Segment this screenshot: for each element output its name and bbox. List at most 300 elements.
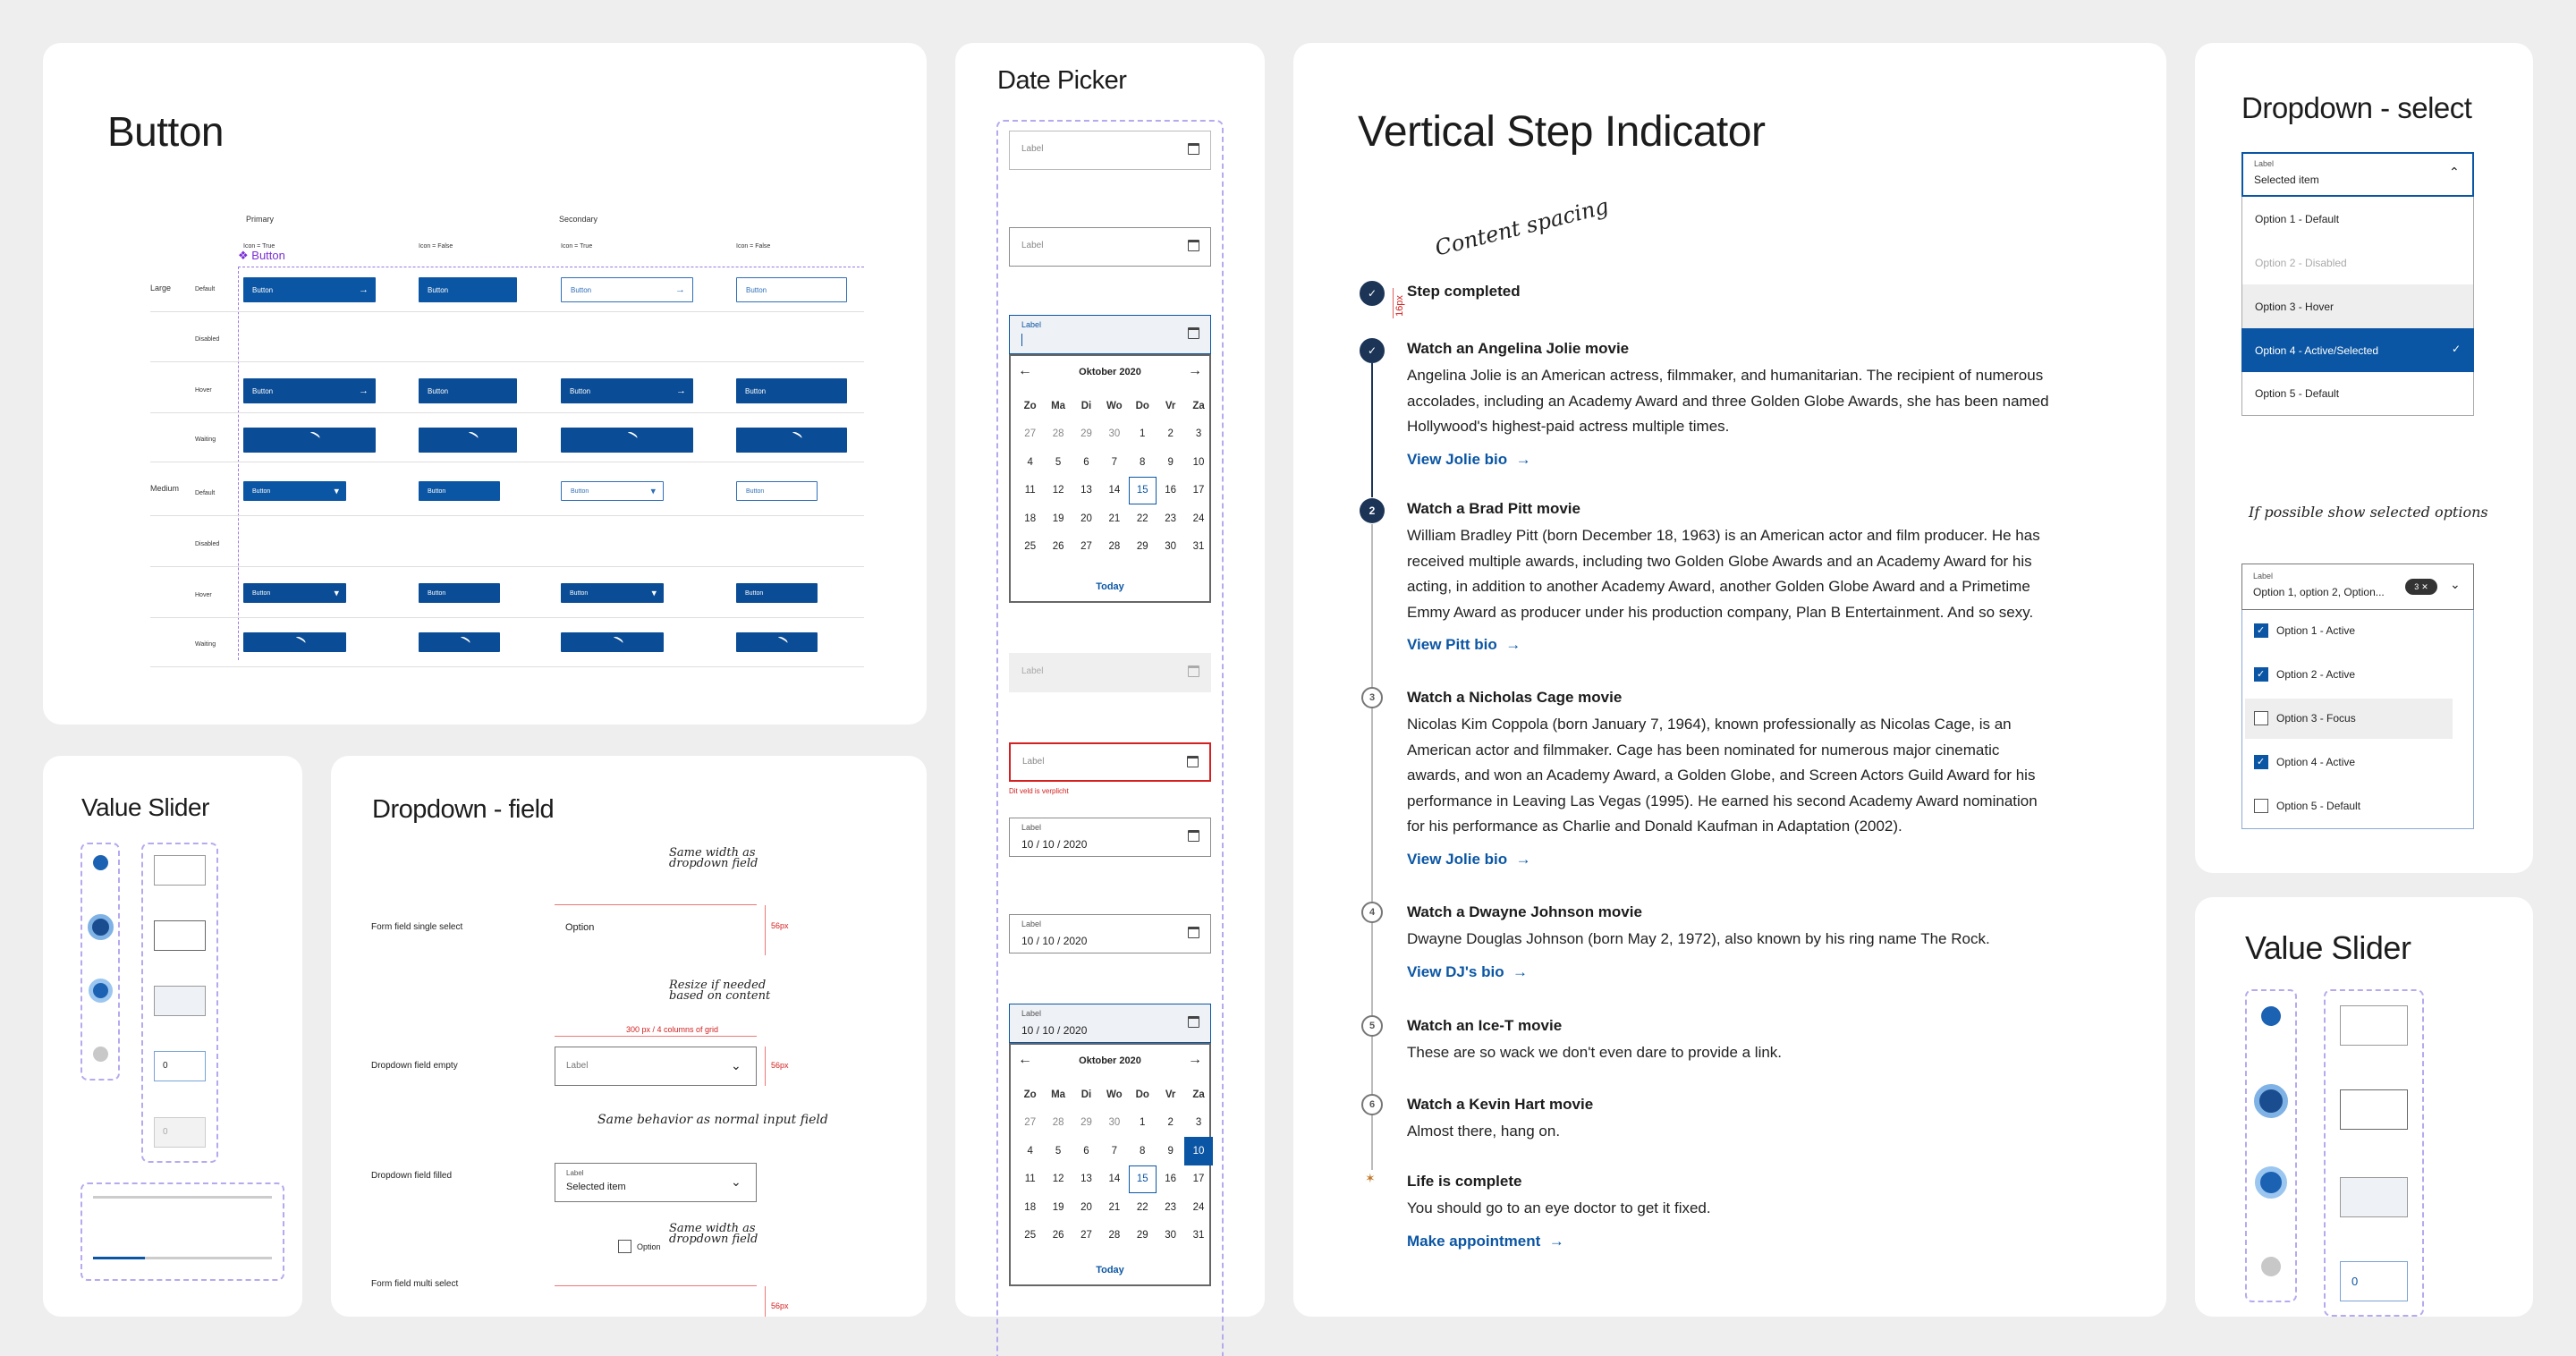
row-label-filled: Dropdown field filled <box>371 1171 453 1181</box>
calendar-day[interactable]: 11 <box>1024 485 1036 496</box>
date-field-value: 10 / 10 / 2020 <box>1021 1024 1088 1037</box>
multi-select-label: Label <box>2253 572 2274 581</box>
button-default[interactable] <box>561 277 693 302</box>
calendar-day[interactable]: 2 <box>1167 428 1174 440</box>
slider-input-disabled <box>154 1117 206 1148</box>
annotation-same-width-1: Same width as dropdown field <box>669 846 758 870</box>
dropdown-select-title: Dropdown - select <box>2241 91 2472 124</box>
calendar-day[interactable]: 5 <box>1055 1145 1062 1157</box>
step-marker: 5 <box>1361 1015 1383 1037</box>
calendar-day[interactable]: 8 <box>1140 1145 1146 1157</box>
date-field[interactable] <box>1009 1004 1211 1043</box>
date-field-label: Label <box>1021 144 1044 154</box>
step-heading: Watch an Ice-T movie <box>1407 1017 1563 1034</box>
arrow-right-icon: → <box>1507 450 1531 468</box>
button-label: Button <box>428 285 449 294</box>
calendar-day[interactable]: 5 <box>1055 456 1062 468</box>
height-guide-2 <box>765 1047 766 1086</box>
calendar-day[interactable]: 23 <box>1165 1201 1177 1213</box>
single-select-option[interactable]: Option <box>565 922 595 933</box>
step-link[interactable]: View DJ's bio → <box>1407 962 1529 980</box>
slider-input-filled-large[interactable] <box>2340 1261 2408 1301</box>
annotation-same-width-2: Same width as dropdown field <box>669 1222 758 1246</box>
date-field-label: Label <box>1021 1009 1042 1018</box>
check-icon: ✓ <box>2451 343 2461 355</box>
date-field[interactable] <box>1009 315 1211 354</box>
row-divider <box>150 566 864 567</box>
button-waiting <box>736 632 818 652</box>
arrow-left-icon[interactable]: ← <box>1018 1052 1032 1067</box>
row-divider <box>150 361 864 362</box>
step-indicator-title: Vertical Step Indicator <box>1358 108 1766 156</box>
button-hover[interactable] <box>736 583 818 603</box>
option-checkbox[interactable] <box>2254 711 2268 725</box>
step-body-line: Angelina Jolie is an American actress, filmmaker, and humanitarian. The recipient of numerous <box>1407 367 2044 384</box>
col-header-primary: Primary <box>246 215 274 224</box>
spacing-guide <box>1393 288 1394 318</box>
annotation-same-behavior: Same behavior as normal input field <box>597 1113 828 1127</box>
party-icon: ✶ <box>1365 1171 1376 1185</box>
grid-tag: 300 px / 4 columns of grid <box>626 1025 719 1034</box>
check-icon: ✓ <box>1360 338 1385 363</box>
button-waiting <box>561 428 693 453</box>
slider-input-value: 0 <box>163 1061 168 1071</box>
value-slider-title-large: Value Slider <box>2245 929 2411 966</box>
selection-guide-v <box>238 267 239 660</box>
chevron-down-icon: ⌄ <box>731 1174 741 1189</box>
dropdown-filled-value: Selected item <box>566 1182 626 1192</box>
calendar-day[interactable]: 27 <box>1024 428 1037 440</box>
calendar-day[interactable]: 30 <box>1108 428 1121 440</box>
weekday-header: Wo <box>1106 1089 1123 1100</box>
calendar-day[interactable]: 11 <box>1024 1174 1036 1185</box>
weekday-header: Zo <box>1023 400 1037 411</box>
calendar-icon[interactable] <box>1188 327 1199 339</box>
height-tag-2: 56px <box>771 1061 789 1070</box>
step-body-line: Almost there, hang on. <box>1407 1123 1561 1140</box>
step-heading: Watch a Dwayne Johnson movie <box>1407 903 1642 920</box>
calendar-popup <box>1009 1043 1211 1286</box>
calendar-day[interactable]: 3 <box>1195 428 1202 440</box>
calendar-day[interactable]: 19 <box>1052 1201 1064 1213</box>
button-label: Button <box>428 487 446 495</box>
button-default[interactable] <box>561 481 664 501</box>
calendar-day[interactable]: 18 <box>1024 1201 1037 1213</box>
arrow-left-icon[interactable]: ← <box>1018 363 1032 378</box>
button-waiting <box>561 632 664 652</box>
calendar-month: Oktober 2020 <box>1079 1055 1141 1066</box>
calendar-day[interactable]: 7 <box>1111 456 1118 468</box>
calendar-day[interactable]: 12 <box>1052 485 1064 496</box>
size-label-medium: Medium <box>150 484 180 493</box>
weekday-header: Vr <box>1165 1089 1176 1100</box>
calendar-day[interactable]: 18 <box>1024 513 1037 524</box>
calendar-day[interactable]: 28 <box>1052 1117 1064 1129</box>
step-body-line: acting, in addition to another Academy Award, another Golden Globe Award and a Primetime <box>1407 578 2030 595</box>
button-label: Button <box>571 487 589 495</box>
width-guide-2 <box>555 1036 757 1037</box>
calendar-day[interactable]: 22 <box>1136 513 1148 524</box>
calendar-day[interactable]: 3 <box>1195 1117 1202 1129</box>
button-waiting <box>419 428 517 453</box>
calendar-day[interactable]: 17 <box>1192 485 1205 496</box>
slider-input-disabled-value: 0 <box>163 1127 168 1137</box>
calendar-day[interactable]: 21 <box>1108 513 1121 524</box>
calendar-day[interactable]: 20 <box>1080 1201 1092 1213</box>
multi-option-label: Option 2 - Active <box>2276 668 2356 681</box>
slider-handle-default[interactable] <box>93 855 108 870</box>
button-label: Button <box>428 386 449 395</box>
calendar-day[interactable]: 20 <box>1080 513 1092 524</box>
step-heading: Life is complete <box>1407 1173 1522 1190</box>
calendar-day[interactable]: 1 <box>1140 428 1146 440</box>
row-divider <box>150 412 864 413</box>
step-body-line: Hollywood's highest-paid actress multiple times. <box>1407 418 1730 435</box>
calendar-day[interactable]: 12 <box>1052 1174 1064 1185</box>
slider-handle-disabled-large <box>2261 1257 2281 1276</box>
button-hover[interactable] <box>243 583 346 603</box>
slider-handle-focus-large[interactable] <box>2255 1166 2287 1199</box>
arrow-right-icon: → <box>1496 636 1521 653</box>
height-tag-3: 56px <box>771 1301 789 1310</box>
multi-option-label: Option 1 - Active <box>2276 624 2356 637</box>
select-option[interactable]: Option 1 - Default <box>2241 197 2474 241</box>
arrow-right-icon: → <box>675 284 685 295</box>
close-icon: ✕ <box>2421 581 2428 591</box>
dropdown-filled[interactable] <box>555 1163 757 1202</box>
step-body-line: accolades, including an Academy Award and three Golden Globe Awards, she has been named <box>1407 392 2049 410</box>
dropdown-empty-label: Label <box>566 1061 589 1071</box>
arrow-right-icon: → <box>1504 962 1529 980</box>
calendar-day[interactable]: 17 <box>1192 1174 1205 1185</box>
col-sub-header: Icon = False <box>419 243 453 250</box>
annotation-content-spacing: Content spacing <box>1432 193 1612 261</box>
button-default[interactable] <box>419 481 500 501</box>
calendar-day[interactable]: 27 <box>1024 1117 1037 1129</box>
button-hover[interactable] <box>736 378 847 403</box>
calendar-day[interactable]: 14 <box>1108 485 1121 496</box>
button-label: Button <box>570 589 589 597</box>
step-marker: 2 <box>1360 498 1385 523</box>
date-field-label: Label <box>1021 241 1044 250</box>
calendar-day[interactable]: 30 <box>1108 1117 1121 1129</box>
col-sub-header: Icon = False <box>736 243 771 250</box>
chevron-down-icon: ▾ <box>334 588 339 599</box>
step-heading: Watch a Kevin Hart movie <box>1407 1096 1594 1113</box>
dropdown-filled-label: Label <box>566 1169 584 1177</box>
date-field[interactable] <box>1009 818 1211 857</box>
spinner-icon <box>776 635 788 645</box>
arrow-right-icon[interactable]: → <box>1188 1052 1202 1067</box>
dropdown-empty[interactable] <box>555 1047 757 1086</box>
select-option[interactable]: Option 4 - Active/Selected ✓ <box>2241 328 2474 372</box>
slider-track-empty[interactable] <box>93 1196 272 1199</box>
state-label: Hover <box>195 387 212 394</box>
size-label-large: Large <box>150 284 172 292</box>
value-slider-title-small: Value Slider <box>81 793 209 821</box>
calendar-day[interactable]: 30 <box>1165 1230 1177 1242</box>
multi-checkbox[interactable] <box>618 1240 631 1253</box>
calendar-day[interactable]: 13 <box>1080 1174 1092 1185</box>
calendar-day[interactable]: 25 <box>1024 1230 1037 1242</box>
button-default[interactable] <box>736 481 818 501</box>
multi-select-field[interactable] <box>2241 564 2474 610</box>
calendar-day[interactable]: 1 <box>1140 1117 1146 1129</box>
row-divider <box>150 666 864 667</box>
spinner-icon <box>294 635 306 645</box>
step-link[interactable]: View Jolie bio → <box>1407 850 1531 868</box>
dropdown-field-title: Dropdown - field <box>372 795 555 824</box>
calendar-day[interactable]: 31 <box>1192 1230 1205 1242</box>
today-button[interactable]: Today <box>1096 581 1124 592</box>
slider-input-filled[interactable] <box>154 1051 206 1081</box>
calendar-day[interactable]: 23 <box>1165 513 1177 524</box>
date-field-label: Label <box>1021 320 1042 329</box>
weekday-header: Do <box>1135 400 1149 411</box>
step-marker: 6 <box>1361 1094 1383 1115</box>
calendar-day[interactable]: 15 <box>1129 1165 1157 1194</box>
button-default[interactable] <box>243 277 376 302</box>
weekday-header: Di <box>1080 400 1092 411</box>
step-body-line: Emmy Award as producer under his production company, Plan B Entertainment. And so sexy. <box>1407 603 2034 621</box>
step-body-line: You should go to an eye doctor to get it fixed. <box>1407 1199 1711 1216</box>
date-field[interactable] <box>1009 227 1211 267</box>
step-link[interactable]: Make appointment → <box>1407 1232 1564 1250</box>
selection-count-badge[interactable] <box>2405 579 2437 595</box>
chevron-up-icon: ⌃ <box>2449 165 2460 179</box>
button-default[interactable] <box>243 481 346 501</box>
row-label-empty: Dropdown field empty <box>371 1061 458 1071</box>
arrow-right-icon: → <box>359 386 369 396</box>
button-waiting <box>736 428 847 453</box>
option-checkbox[interactable] <box>2254 623 2268 638</box>
slider-input-hover-large[interactable] <box>2340 1089 2408 1130</box>
slider-input-focus-large[interactable] <box>2340 1177 2408 1217</box>
calendar-day[interactable]: 27 <box>1080 1230 1092 1242</box>
weekday-header: Ma <box>1051 1089 1066 1100</box>
calendar-day[interactable]: 15 <box>1129 477 1157 505</box>
weekday-header: Do <box>1135 1089 1149 1100</box>
calendar-day[interactable]: 6 <box>1083 1145 1089 1157</box>
chevron-down-icon: ▾ <box>650 486 656 497</box>
calendar-day[interactable]: 30 <box>1165 541 1177 553</box>
arrow-right-icon: → <box>676 386 686 396</box>
calendar-day[interactable]: 26 <box>1052 541 1064 553</box>
button-hover[interactable] <box>243 378 376 403</box>
date-field-label: Label <box>1021 823 1042 832</box>
calendar-day[interactable]: 27 <box>1080 541 1092 553</box>
date-field[interactable] <box>1009 742 1211 782</box>
select-option: Option 2 - Disabled <box>2241 241 2474 284</box>
calendar-day[interactable]: 31 <box>1192 541 1205 553</box>
date-field[interactable] <box>1009 131 1211 170</box>
calendar-day[interactable]: 7 <box>1111 1145 1118 1157</box>
slider-handle-focus[interactable] <box>89 979 113 1003</box>
slider-input-default-large[interactable] <box>2340 1005 2408 1046</box>
step-body-line: awards, and won an Academy Award, a Golden Globe, and Screen Actors Guild Award for his <box>1407 767 2036 784</box>
row-label-multi-select: Form field multi select <box>371 1279 459 1289</box>
button-label: Button <box>252 386 274 395</box>
multi-option-label: Option 5 - Default <box>2276 800 2361 812</box>
weekday-header: Zo <box>1023 1089 1037 1100</box>
button-default[interactable] <box>419 277 517 302</box>
check-icon: ✓ <box>2257 625 2266 636</box>
calendar-day[interactable]: 29 <box>1080 428 1092 440</box>
multi-option-label: Option <box>637 1242 661 1251</box>
button-waiting <box>243 428 376 453</box>
calendar-day[interactable]: 19 <box>1052 513 1064 524</box>
calendar-day[interactable]: 28 <box>1108 1230 1121 1242</box>
select-option[interactable]: Option 3 - Hover <box>2241 284 2474 328</box>
step-heading: Watch an Angelina Jolie movie <box>1407 340 1630 357</box>
date-field-value: 10 / 10 / 2020 <box>1021 935 1088 947</box>
calendar-day[interactable]: 14 <box>1108 1174 1121 1185</box>
calendar-day[interactable]: 29 <box>1136 541 1148 553</box>
step-link[interactable]: View Jolie bio → <box>1407 450 1531 468</box>
calendar-day[interactable]: 2 <box>1167 1117 1174 1129</box>
calendar-day[interactable]: 6 <box>1083 456 1089 468</box>
weekday-header: Ma <box>1051 400 1066 411</box>
button-hover[interactable] <box>419 378 517 403</box>
select-field-value: Selected item <box>2254 174 2319 186</box>
calendar-icon[interactable] <box>1188 830 1199 842</box>
calendar-day[interactable]: 13 <box>1080 485 1092 496</box>
step-body-line: Dwayne Douglas Johnson (born May 2, 1972), also known by his ring name The Rock. <box>1407 930 1990 947</box>
button-label: Button <box>745 589 764 597</box>
step-body-line: received multiple awards, including two Golden Globe Awards and an Academy Award for his <box>1407 552 2032 570</box>
button-hover[interactable] <box>419 583 500 603</box>
multi-option-label: Option 3 - Focus <box>2276 712 2356 725</box>
step-heading: Watch a Brad Pitt movie <box>1407 500 1580 517</box>
calendar-icon[interactable] <box>1188 1016 1199 1028</box>
step-body-line: These are so wack we don't even dare to provide a link. <box>1407 1044 1783 1061</box>
progress-line-todo <box>1371 524 1373 1170</box>
weekday-header: Di <box>1080 1089 1092 1100</box>
slider-handle-hover-large[interactable] <box>2254 1084 2288 1118</box>
calendar-day[interactable]: 24 <box>1192 513 1205 524</box>
multi-select-value: Option 1, option 2, Option... <box>2253 586 2385 598</box>
calendar-icon[interactable] <box>1188 665 1199 677</box>
button-label: Button <box>746 487 765 495</box>
slider-handle-hover[interactable] <box>88 914 114 940</box>
row-divider <box>150 311 864 312</box>
calendar-day[interactable]: 26 <box>1052 1230 1064 1242</box>
calendar-day[interactable]: 16 <box>1165 485 1177 496</box>
calendar-day[interactable]: 4 <box>1027 1145 1033 1157</box>
option-checkbox[interactable] <box>2254 799 2268 813</box>
arrow-right-icon: → <box>1507 850 1531 868</box>
calendar-icon[interactable] <box>1187 756 1199 767</box>
calendar-day[interactable]: 9 <box>1167 456 1174 468</box>
button-card-title: Button <box>107 108 224 155</box>
annotation-resize: Resize if needed based on content <box>669 979 771 1003</box>
option-checkbox[interactable] <box>2254 755 2268 769</box>
state-label: Disabled <box>195 541 220 547</box>
slider-input-default[interactable] <box>154 855 206 886</box>
slider-input-focus[interactable] <box>154 986 206 1016</box>
col-sub-header: Icon = True <box>561 243 593 250</box>
col-header-secondary: Secondary <box>559 215 598 224</box>
date-field-label: Label <box>1021 666 1044 676</box>
state-label: Waiting <box>195 641 216 648</box>
calendar-icon[interactable] <box>1188 927 1199 938</box>
spinner-icon <box>791 430 802 440</box>
state-label: Default <box>195 490 216 496</box>
calendar-day[interactable]: 10 <box>1192 456 1205 468</box>
button-label: Button <box>571 285 592 294</box>
check-icon: ✓ <box>2257 757 2266 767</box>
calendar-day[interactable]: 29 <box>1080 1117 1092 1129</box>
date-field-label: Label <box>1021 920 1042 928</box>
text-cursor <box>1021 334 1022 346</box>
button-hover[interactable] <box>561 378 693 403</box>
selection-count: 3 <box>2414 582 2419 591</box>
chevron-down-icon: ⌄ <box>731 1058 741 1072</box>
slider-handle-disabled <box>93 1047 108 1062</box>
select-field[interactable] <box>2241 152 2474 197</box>
button-default[interactable] <box>736 277 847 302</box>
calendar-day[interactable]: 21 <box>1108 1201 1121 1213</box>
step-marker: 3 <box>1361 687 1383 708</box>
date-picker-title: Date Picker <box>997 66 1127 95</box>
calendar-day[interactable]: 29 <box>1136 1230 1148 1242</box>
calendar-icon[interactable] <box>1188 240 1199 251</box>
state-label: Hover <box>195 592 212 598</box>
calendar-day[interactable]: 10 <box>1184 1137 1212 1165</box>
row-divider <box>150 617 864 618</box>
weekday-header: Wo <box>1106 400 1123 411</box>
weekday-header: Vr <box>1165 400 1176 411</box>
calendar-day[interactable]: 4 <box>1027 456 1033 468</box>
step-heading: Step completed <box>1407 283 1521 300</box>
check-icon: ✓ <box>1360 281 1385 306</box>
button-hover[interactable] <box>561 583 664 603</box>
slider-handles-guide-large <box>2245 989 2297 1302</box>
select-option[interactable]: Option 5 - Default <box>2241 372 2474 416</box>
slider-handle-default-large[interactable] <box>2261 1006 2281 1026</box>
calendar-popup <box>1009 354 1211 603</box>
calendar-day[interactable]: 8 <box>1140 456 1146 468</box>
arrow-right-icon[interactable]: → <box>1188 363 1202 378</box>
spinner-icon <box>467 430 479 440</box>
slider-handles-guide <box>80 843 120 1081</box>
date-field[interactable] <box>1009 914 1211 953</box>
calendar-day[interactable]: 22 <box>1136 1201 1148 1213</box>
calendar-day[interactable]: 24 <box>1192 1201 1205 1213</box>
today-button[interactable]: Today <box>1096 1265 1124 1275</box>
progress-line-done <box>1371 363 1373 497</box>
date-field-label: Label <box>1022 757 1045 767</box>
button-label: Button <box>746 285 767 294</box>
calendar-day[interactable]: 28 <box>1108 541 1121 553</box>
component-tag: ❖ Button <box>238 249 285 262</box>
calendar-day[interactable]: 28 <box>1052 428 1064 440</box>
state-label: Waiting <box>195 436 216 443</box>
step-body-line: American actor and filmmaker. Cage has been nominated for numerous major cinematic <box>1407 741 2000 759</box>
calendar-day[interactable]: 16 <box>1165 1174 1177 1185</box>
date-field <box>1009 653 1211 692</box>
multi-option-label: Option 4 - Active <box>2276 756 2356 768</box>
select-field-label: Label <box>2254 159 2275 168</box>
option-checkbox[interactable] <box>2254 667 2268 682</box>
calendar-day[interactable]: 9 <box>1167 1145 1174 1157</box>
step-body-line: performance in Leaving Las Vegas (1995). He earned his second Academy Award nomination <box>1407 792 2038 809</box>
calendar-icon[interactable] <box>1188 143 1199 155</box>
calendar-day[interactable]: 25 <box>1024 541 1037 553</box>
step-link[interactable]: View Pitt bio → <box>1407 636 1521 653</box>
calendar-grid <box>1016 1081 1213 1250</box>
slider-input-hover[interactable] <box>154 920 206 951</box>
